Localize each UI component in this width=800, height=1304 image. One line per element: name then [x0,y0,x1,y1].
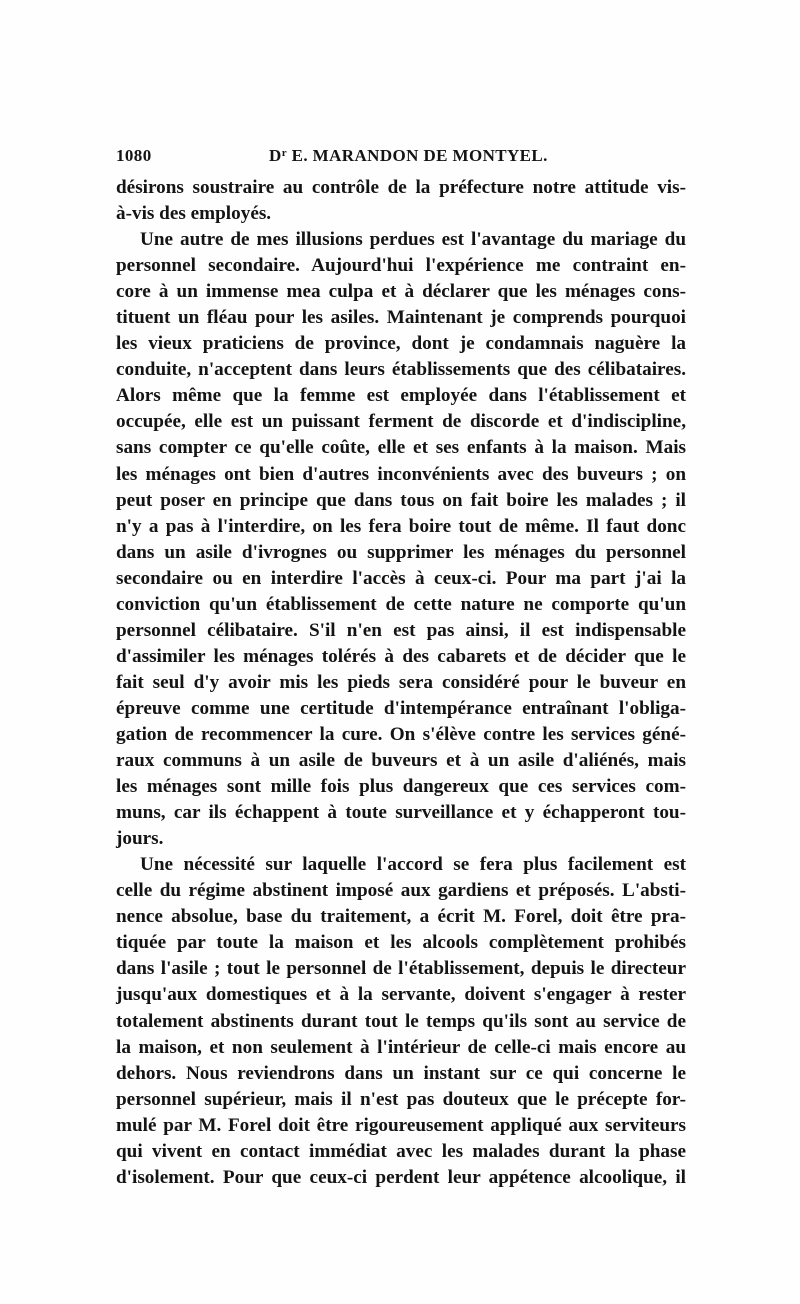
text-line: tituent un fléau pour les asiles. Maintenant je comprends pourquoi [116,307,686,329]
text-line: à-vis des employés. [116,203,272,225]
text-line: les ménages sont mille fois plus dangereux que ces services com- [116,776,686,798]
text-line: d'isolement. Pour que ceux-ci perdent leur appétence alcoolique, il [116,1166,686,1188]
body-text [116,175,686,1191]
page-number: 1080 [116,146,152,165]
text-line: totalement abstinents durant tout le temps qu'ils sont au service de [116,1010,686,1032]
text-line: raux communs à un asile de buveurs et à un asile d'aliénés, mais [116,750,686,772]
text-line: n'y a pas à l'interdire, on les fera boire tout de même. Il faut donc [116,515,686,537]
text-line: personnel célibataire. S'il n'en est pas ainsi, il est indispensable [116,619,686,641]
text-line: les vieux praticiens de province, dont je condamnais naguère la [116,333,686,355]
running-head [269,146,548,166]
text-line: jusqu'aux domestiques et à la servante, doivent s'engager à rester [116,984,686,1006]
text-line: épreuve comme une certitude d'intempérance entraînant l'obliga- [116,697,686,719]
text-line: nence absolue, base du traitement, a écrit M. Forel, doit être pra- [116,906,686,928]
text-line: secondaire ou en interdire l'accès à ceux-ci. Pour ma part j'ai la [116,567,686,589]
text-line: personnel supérieur, mais il n'est pas douteux que le précepte for- [116,1088,686,1110]
text-line: core à un immense mea culpa et à déclarer que les ménages cons- [116,281,686,303]
text-line: jours. [116,828,164,850]
text-line: mulé par M. Forel doit être rigoureusement appliqué aux serviteurs [116,1114,686,1136]
text-line: occupée, elle est un puissant ferment de discorde et d'indiscipline, [116,411,686,433]
text-line: désirons soustraire au contrôle de la préfecture notre attitude vis- [116,177,686,198]
running-head-sup: r [281,147,287,159]
text-line: sans compter ce qu'elle coûte, elle et ses enfants à la maison. Mais [116,437,686,459]
text-line: gation de recommencer la cure. On s'élève contre les services géné- [116,723,686,745]
text-line: dans un asile d'ivrognes ou supprimer les ménages du personnel [116,541,686,563]
text-line: Alors même que la femme est employée dans l'établissement et [116,385,686,407]
text-line: tiquée par toute la maison et les alcools complètement prohibés [116,932,686,954]
text-line: fait seul d'y avoir mis les pieds sera considéré pour le buveur en [116,671,686,693]
text-line: dehors. Nous reviendrons dans un instant sur ce qui concerne le [116,1062,686,1084]
text-line: la maison, et non seulement à l'intérieur de celle-ci mais encore au [116,1036,686,1058]
text-line: muns, car ils échappent à toute surveillance et y échapperont tou- [116,802,686,824]
paragraph-first-line: Une nécessité sur laquelle l'accord se fera plus facilement est [140,854,686,876]
text-line: conviction qu'un établissement de cette nature ne comporte qu'un [116,593,686,615]
text-line: conduite, n'acceptent dans leurs établissements que des célibataires. [116,359,686,381]
running-head-prefix: D [269,146,282,165]
text-line: peut poser en principe que dans tous on fait boire les malades ; il [116,489,686,511]
text-line: celle du régime abstinent imposé aux gardiens et préposés. L'absti- [116,880,686,902]
text-line: qui vivent en contact immédiat avec les malades durant la phase [116,1140,686,1162]
page-header [116,146,686,176]
text-line: d'assimiler les ménages tolérés à des cabarets et de décider que le [116,645,686,667]
running-head-rest: E. MARANDON DE MONTYEL. [286,146,548,165]
text-line: les ménages ont bien d'autres inconvénients avec des buveurs ; on [116,463,686,485]
paragraph-first-line: Une autre de mes illusions perdues est l'avantage du mariage du [140,229,686,251]
text-line: personnel secondaire. Aujourd'hui l'expérience me contraint en- [116,255,686,277]
text-line: dans l'asile ; tout le personnel de l'établissement, depuis le directeur [116,958,686,980]
